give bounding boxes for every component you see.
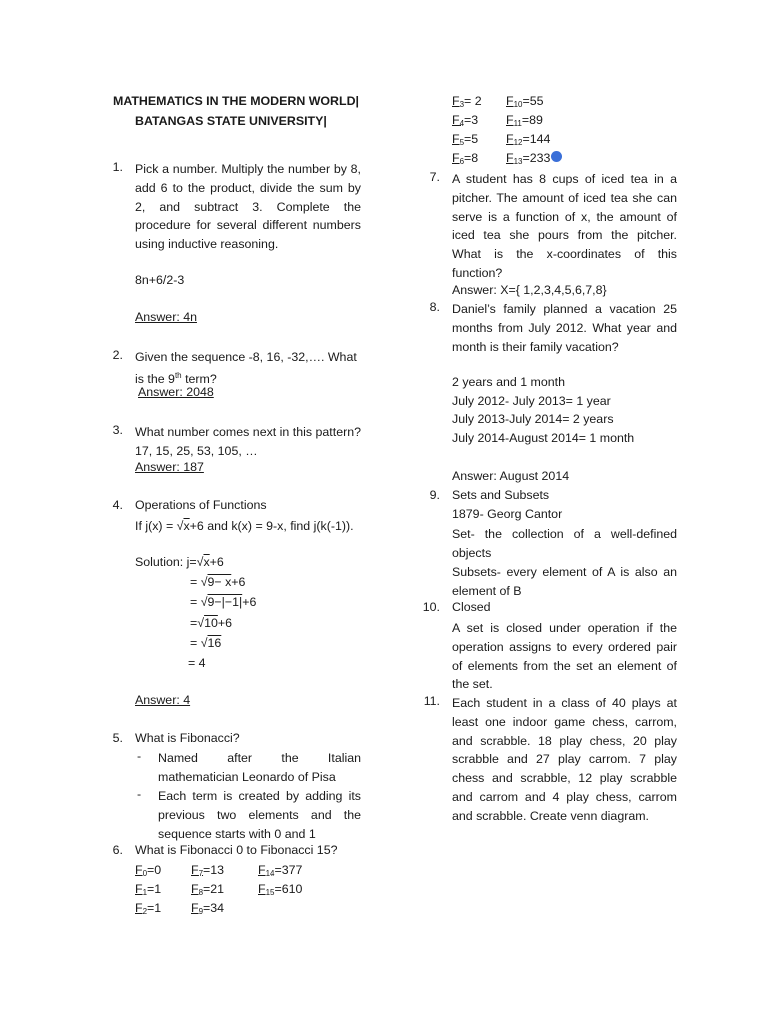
fib-f1: $F_1=1$: [135, 882, 162, 897]
q5-title: What is Fibonacci?: [135, 731, 240, 745]
fib-f10: $F_{10}=55$: [506, 94, 544, 109]
fib-f13: $F_{13}=233$: [506, 151, 551, 166]
fib-f2: $F_2=1$: [135, 901, 162, 916]
q8-work-3: July 2013-July 2014= 2 years: [452, 412, 614, 426]
q4-solution-6: = 4: [188, 656, 206, 670]
q9-line-3: Subsets- every element of A is also an element of B: [452, 565, 677, 598]
q10-title: Closed: [452, 600, 491, 614]
q3-text: What number comes next in this pattern? 17, 15, 25, 53, 105, …: [135, 425, 361, 458]
q4-solution-2: = √9− x+6: [190, 575, 246, 589]
q4-solution-4: =√10+6: [190, 616, 232, 630]
q5-bullet-2-dash: -: [137, 787, 142, 801]
cursor-marker-dot: [551, 151, 562, 162]
header-line-2: BATANGAS STATE UNIVERSITY|: [135, 114, 327, 128]
fib-f14: $F_{14}=377$: [258, 863, 303, 878]
q4-solution-5: = √16: [190, 636, 222, 650]
q3-answer: Answer: 187: [135, 460, 204, 474]
q9-line-1: 1879- Georg Cantor: [452, 507, 563, 521]
q4-number: 4.: [112, 498, 123, 512]
q2-number: 2.: [112, 348, 123, 362]
q8-work-4: July 2014-August 2014= 1 month: [452, 431, 635, 445]
q6-title: What is Fibonacci 0 to Fibonacci 15?: [135, 843, 338, 857]
q1-number: 1.: [112, 160, 123, 174]
q9-title: Sets and Subsets: [452, 488, 550, 502]
q1-answer: Answer: 4n: [135, 310, 197, 324]
fib-f15: $F_{15}=610$: [258, 882, 303, 897]
q8-text: Daniel’s family planned a vacation 25 months from July 2012. What year and month is their family vacation?: [452, 302, 677, 354]
q8-number: 8.: [429, 300, 440, 314]
q4-answer: Answer: 4: [135, 693, 191, 707]
q8-answer: Answer: August 2014: [452, 469, 570, 483]
q3-number: 3.: [112, 423, 123, 437]
q7-answer: Answer: X={ 1,2,3,4,5,6,7,8}: [452, 283, 607, 297]
q11-text: Each student in a class of 40 plays at least one indoor game chess, carrom, and scrabble. 18 play chess, 20 play scrabble and 27 play carrom. 7 play chess and scrabble, 12 play scrabble and carrom and 4 play chess, carrom and scrabble. Create venn diagram.: [452, 696, 677, 823]
q2-answer: Answer: 2048: [138, 385, 214, 399]
fib-f0: $F_0=0$: [135, 863, 162, 878]
q7-text: A student has 8 cups of iced tea in a pitcher. The amount of iced tea she can serve is a function of x, the amount of iced tea she pours from the pitcher. What is the x-coordinates of this function?: [452, 172, 677, 280]
fib-f9: $F_9=34$: [191, 901, 225, 916]
q4-solution-3: = √9−|−1|+6: [190, 595, 257, 609]
q8-work-2: July 2012- July 2013= 1 year: [452, 394, 611, 408]
q11-number: 11.: [423, 694, 440, 708]
fib-f5: $F_5=5$: [452, 132, 479, 147]
q4-problem: If j(x) = √x+6 and k(x) = 9-x, find j(k(-1)).: [135, 519, 354, 533]
fib-f11: $F_{11}=89$: [506, 113, 543, 128]
q1-work: 8n+6/2-3: [135, 273, 185, 287]
q5-bullet-1-dash: -: [137, 749, 142, 763]
q8-work-1: 2 years and 1 month: [452, 375, 565, 389]
fib-f12: $F_{12}=144$: [506, 132, 551, 147]
fib-f3: $F_3= 2$: [452, 94, 482, 109]
fib-f8: $F_8=21$: [191, 882, 225, 897]
fib-f6: $F_6=8$: [452, 151, 479, 166]
q4-solution-1: Solution: j=√x+6: [135, 555, 224, 569]
q10-number: 10.: [422, 600, 440, 614]
q1-text: Pick a number. Multiply the number by 8, add 6 to the product, divide the sum by 2, and subtract 3. Complete the procedure for several different numbers using inductive reasoning.: [135, 162, 361, 252]
q10-text: A set is closed under operation if the operation assigns to every ordered pair of elements from the set an element of the set.: [452, 621, 677, 692]
q2-text: Given the sequence -8, 16, -32,…. What is the 9th term?: [135, 350, 357, 386]
q9-number: 9.: [429, 488, 440, 502]
fib-f7: $F_7=13$: [191, 863, 225, 878]
q4-title: Operations of Functions: [135, 498, 267, 512]
fib-f4: $F_4=3$: [452, 113, 479, 128]
q5-number: 5.: [112, 731, 123, 745]
q5-bullet-2: Each term is created by adding its previous two elements and the sequence starts with 0 and 1: [158, 789, 361, 841]
q6-number: 6.: [112, 843, 123, 857]
q9-line-2: Set- the collection of a well-defined objects: [452, 527, 677, 560]
q7-number: 7.: [429, 170, 440, 184]
header-line-1: MATHEMATICS IN THE MODERN WORLD|: [113, 94, 359, 108]
q5-bullet-1: Named after the Italian mathematician Leonardo of Pisa: [158, 751, 361, 784]
